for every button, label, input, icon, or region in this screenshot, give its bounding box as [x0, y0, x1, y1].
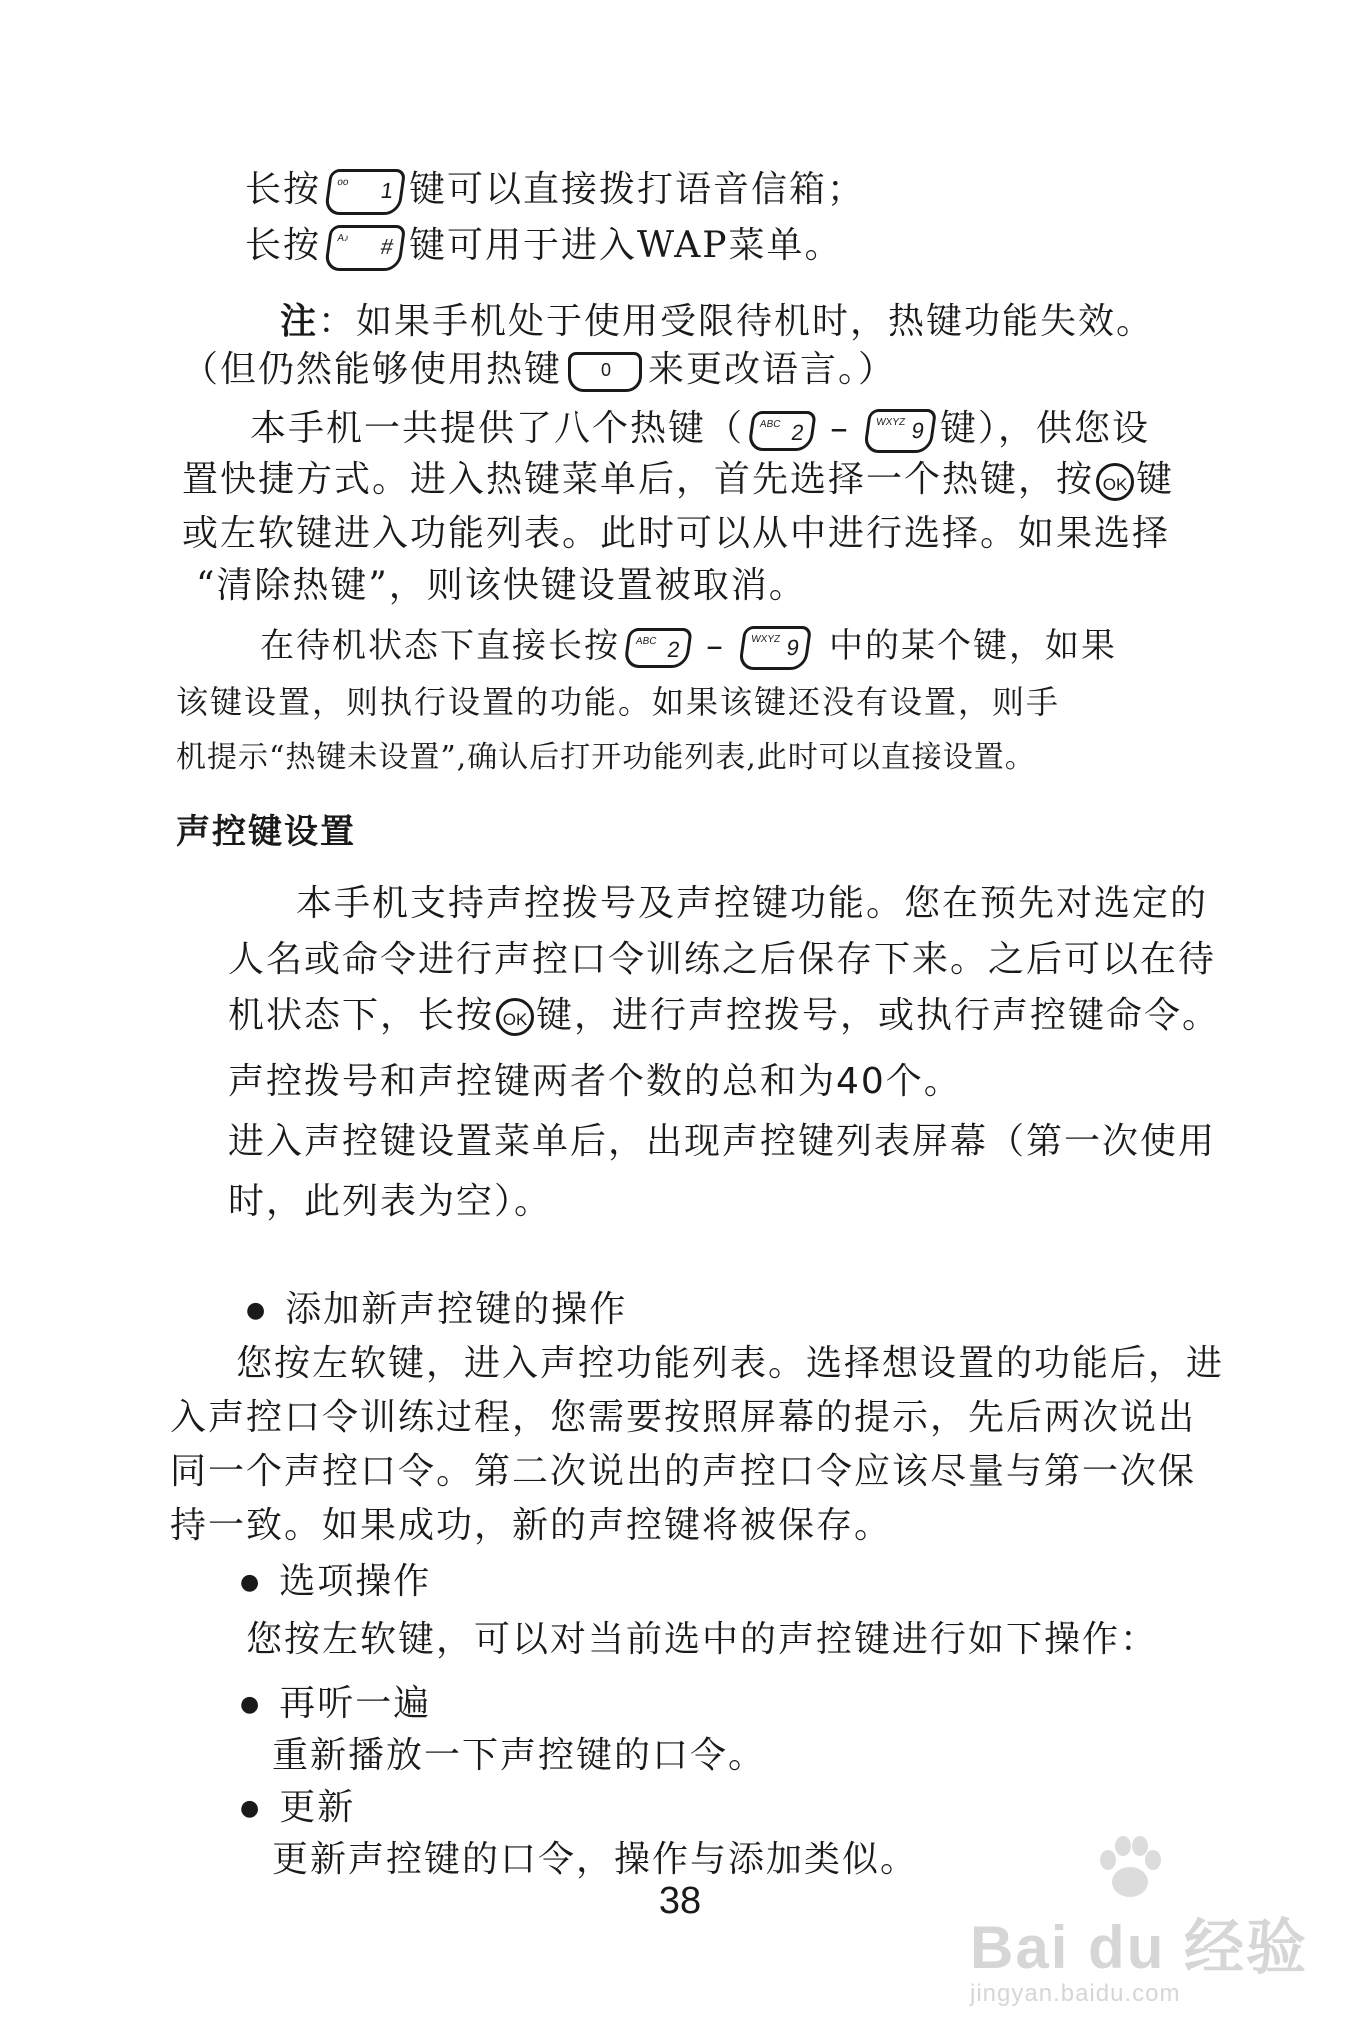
- note-text-post: 来更改语言。）: [648, 349, 897, 390]
- key-main-label: 1: [379, 178, 395, 203]
- bullet-options: ● 选项操作: [240, 1558, 431, 1607]
- key-hash-icon: [324, 225, 406, 271]
- para-text: 置快捷方式。进入热键菜单后，首先选择一个热键，按: [182, 459, 1095, 500]
- key-main-label: 0: [601, 360, 612, 380]
- key-1-icon: [324, 169, 406, 215]
- voice-para-list-2: 时，此列表为空）。: [228, 1181, 553, 1222]
- page-number: 38: [658, 1880, 702, 1922]
- note-line-1: [280, 298, 1154, 346]
- hotkey-para-line-1: [250, 405, 1150, 453]
- option-item-desc: 更新声控键的口令，操作与添加类似。: [272, 1839, 919, 1880]
- key-main-label: 2: [665, 637, 682, 662]
- key-sub-label: WXYZ: [750, 634, 781, 645]
- hotkey-para-line-2: [182, 456, 1174, 504]
- para-text: 本手机一共提供了八个热键（: [250, 408, 745, 449]
- key-sub-label: oo: [336, 177, 350, 188]
- range-dash: –: [830, 408, 851, 449]
- standby-para-line-2: 该键设置，则执行设置的功能。如果该键还没有设置，则手: [176, 683, 1061, 721]
- text-long-press: 长按: [245, 225, 322, 266]
- note-line-2: [182, 346, 896, 394]
- option-item-title: ● 再听一遍: [240, 1680, 431, 1729]
- key-0-icon: [568, 352, 642, 392]
- watermark-url: jingyan.baidu.com: [970, 1980, 1181, 2007]
- text-long-press: 长按: [245, 169, 322, 210]
- voice-para-line-1: 本手机支持声控拨号及声控键功能。您在预先对选定的: [296, 883, 1209, 924]
- key-sub-label: A♪: [336, 233, 350, 244]
- text-wap: 键可用于进入WAP菜单。: [409, 225, 843, 266]
- para-text: 键: [1136, 459, 1175, 500]
- key-main-label: 9: [910, 418, 926, 443]
- key-main-label: #: [379, 234, 395, 259]
- text-voicemail: 键可以直接拨打语音信箱；: [409, 169, 866, 210]
- para-text: 机状态下，长按: [228, 995, 495, 1036]
- note-text-pre: （但仍然能够使用热键: [182, 349, 563, 390]
- voice-para-list-1: 进入声控键设置菜单后，出现声控键列表屏幕（第一次使用: [228, 1121, 1217, 1162]
- key-main-label: 9: [785, 635, 801, 660]
- note-text: ：如果手机处于使用受限待机时，热键功能失效。: [318, 301, 1155, 342]
- para-text: 键），供您设: [940, 408, 1151, 449]
- hotkey-line-wap: [245, 222, 842, 271]
- add-line-3: 同一个声控口令。第二次说出的声控口令应该尽量与第一次保: [170, 1451, 1197, 1492]
- add-line-4: 持一致。如果成功，新的声控键将被保存。: [170, 1505, 893, 1546]
- key-2-icon: [623, 628, 693, 668]
- key-sub-label: ABC: [635, 636, 658, 647]
- standby-para-line-3: 机提示“热键未设置”,确认后打开功能列表,此时可以直接设置。: [176, 740, 1036, 775]
- hotkey-para-line-3: 或左软键进入功能列表。此时可以从中进行选择。如果选择: [182, 513, 1171, 554]
- watermark: [940, 1830, 1340, 2030]
- para-text: 中的某个键，如果: [829, 626, 1117, 666]
- key-9-icon: [863, 409, 937, 453]
- bullet-add: ● 添加新声控键的操作: [246, 1286, 627, 1335]
- key-sub-label: ABC: [759, 419, 782, 430]
- option-item-desc: 重新播放一下声控键的口令。: [272, 1735, 767, 1776]
- hotkey-para-line-4: “清除热键”，则该快键设置被取消。: [196, 565, 807, 606]
- add-line-1: 您按左软键，进入声控功能列表。选择想设置的功能后，进: [236, 1343, 1225, 1384]
- note-label: 注: [280, 301, 319, 342]
- para-text: 键，进行声控拨号，或执行声控键命令。: [536, 995, 1221, 1036]
- voice-para-line-3: [228, 992, 1220, 1040]
- section-heading: 声控键设置: [176, 812, 356, 852]
- ok-key-icon: OK: [1096, 463, 1134, 501]
- key-2-icon: [747, 411, 817, 451]
- paw-icon: [1090, 1830, 1170, 1910]
- hotkey-line-voicemail: [245, 166, 865, 215]
- watermark-text: Bai du 经验: [970, 1914, 1309, 1981]
- add-line-2: 入声控口令训练过程，您需要按照屏幕的提示，先后两次说出: [170, 1397, 1197, 1438]
- key-main-label: 2: [789, 420, 806, 445]
- key-9-icon: [738, 626, 812, 670]
- voice-para-line-2: 人名或命令进行声控口令训练之后保存下来。之后可以在待: [228, 939, 1217, 980]
- standby-para-line-1: [260, 622, 1117, 670]
- range-dash: –: [706, 626, 725, 666]
- key-sub-label: WXYZ: [875, 417, 906, 428]
- option-item-title: ● 更新: [240, 1784, 355, 1833]
- voice-para-total: 声控拨号和声控键两者个数的总和为40个。: [228, 1061, 962, 1102]
- ok-key-icon: OK: [496, 998, 534, 1036]
- para-text: 在待机状态下直接长按: [260, 626, 620, 666]
- options-desc: 您按左软键，可以对当前选中的声控键进行如下操作：: [246, 1619, 1159, 1660]
